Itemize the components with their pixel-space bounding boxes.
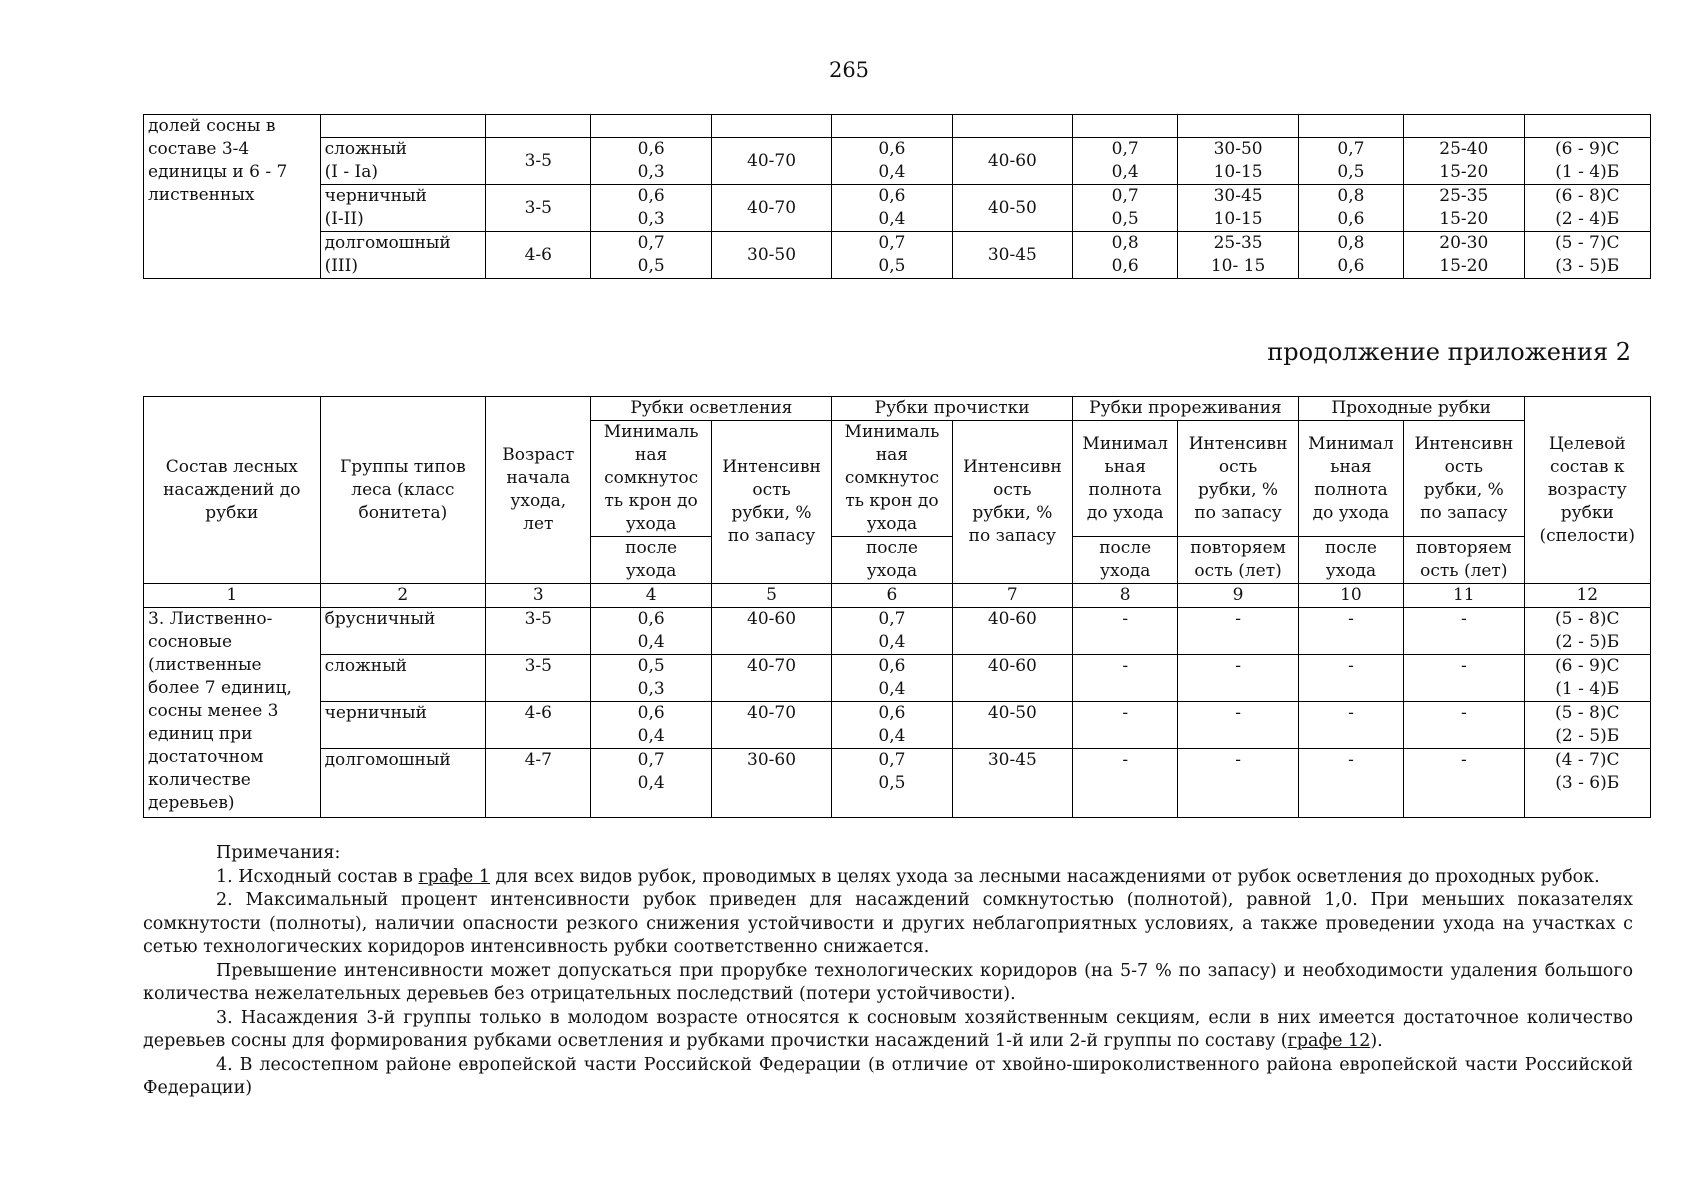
- cell: -: [1178, 655, 1298, 702]
- table-row: [144, 185, 1651, 232]
- cell-age: 4-6: [486, 702, 591, 749]
- col-number: 7: [952, 584, 1072, 608]
- note-2: 2. Максимальный процент интенсивности рубок приведен для насаждений сомкнутостью (полнотой), равной 1,0. При меньших показателях сомкнутости (полноты), наличии опасности резкого снижения устойчивости и других неблагоприятных условиях, а также проведении ухода на участках с сетью технологических коридоров интенсивность рубки соответственно снижается.: [143, 890, 1633, 957]
- cell: 0,6 0,4: [832, 702, 952, 749]
- main-table: [143, 396, 1651, 818]
- note-3-text-rest: ).: [1370, 1031, 1383, 1051]
- cell-group: сложный (I - Ia): [320, 138, 486, 185]
- cell: 0,8 0,6: [1298, 232, 1403, 279]
- table-row: [144, 749, 1651, 818]
- cell: (6 - 8)С (2 - 4)Б: [1524, 185, 1651, 232]
- cell: (5 - 7)С (3 - 5)Б: [1524, 232, 1651, 279]
- header-after: после ухода: [832, 537, 952, 584]
- cell: 30-60: [711, 749, 831, 818]
- table-row: [144, 655, 1651, 702]
- note-1-text-rest: для всех видов рубок, проводимых в целях ухода за лесными насаждениями от рубок осветления до проходных рубок.: [489, 866, 1600, 887]
- header-after: после ухода: [1073, 537, 1178, 584]
- cell: 30-50: [711, 232, 831, 279]
- cell: 0,8 0,6: [1073, 232, 1178, 279]
- header-min-density: Минимал ьная полнота до ухода: [1298, 421, 1403, 537]
- note-4: 4. В лесостепном районе европейской части Российской Федерации (в отличие от хвойно-широколиственного района европейской части Российской Федерации): [143, 1054, 1633, 1098]
- note-1-text: 1. Исходный состав в: [216, 866, 419, 887]
- column-numbers-row: [144, 584, 1651, 608]
- cell: -: [1073, 608, 1178, 655]
- cell: 25-35 10- 15: [1178, 232, 1298, 279]
- cell: -: [1298, 655, 1403, 702]
- col-number: 6: [832, 584, 952, 608]
- cell: 0,6 0,3: [591, 138, 711, 185]
- cell: 0,6 0,4: [832, 655, 952, 702]
- cell: -: [1178, 749, 1298, 818]
- cell: 40-50: [952, 702, 1072, 749]
- cell: -: [1404, 655, 1524, 702]
- header-start-age: Возраст начала ухода, лет: [486, 397, 591, 584]
- col-number: 11: [1404, 584, 1524, 608]
- cell: (4 - 7)С (3 - 6)Б: [1524, 749, 1650, 818]
- cell: 40-70: [711, 702, 831, 749]
- main-first-col: 3. Лиственно- сосновые (лиственные более 7 единиц, сосны менее 3 единиц при достаточном количестве деревьев): [144, 608, 321, 818]
- header-min-closure: Минималь ная сомкнутос ть крон до ухода: [591, 421, 711, 537]
- note-3-text: 3. Насаждения 3-й группы только в молодом возрасте относятся к сосновым хозяйственным секциям, если в них имеется достаточное количество деревьев сосны для формирования рубками осветления и рубками прочистки насаждений 1-й или 2-й группы по составу (: [143, 1007, 1633, 1051]
- continuation-title: продолжение приложения 2: [1267, 338, 1631, 366]
- cell: 40-70: [711, 138, 831, 185]
- cell: 0,6 0,4: [832, 138, 952, 185]
- cell: -: [1178, 608, 1298, 655]
- header-after: после ухода: [591, 537, 711, 584]
- cell: 0,7 0,5: [1073, 185, 1178, 232]
- cell-age: 3-5: [486, 185, 591, 232]
- cell: 40-50: [952, 185, 1072, 232]
- cell: -: [1298, 749, 1403, 818]
- cell: 25-35 15-20: [1404, 185, 1524, 232]
- cell-group: черничный: [320, 702, 486, 749]
- header-after: после ухода: [1298, 537, 1403, 584]
- cell: 0,7 0,5: [591, 232, 711, 279]
- header-min-density: Минимал ьная полнота до ухода: [1073, 421, 1178, 537]
- table-row: [144, 608, 1651, 655]
- cell: 0,8 0,6: [1298, 185, 1403, 232]
- cell: 40-70: [711, 185, 831, 232]
- cell-age: 3-5: [486, 608, 591, 655]
- cell: -: [1073, 702, 1178, 749]
- cell-group: сложный: [320, 655, 486, 702]
- cell: 25-40 15-20: [1404, 138, 1524, 185]
- cell: 40-70: [711, 655, 831, 702]
- header-intensity: Интенсивн ость рубки, % по запасу: [711, 421, 831, 584]
- header-repeat: повторяем ость (лет): [1404, 537, 1524, 584]
- table-row: [144, 138, 1651, 185]
- top-table: [143, 114, 1651, 279]
- cell: 0,5 0,3: [591, 655, 711, 702]
- cell-age: 4-6: [486, 232, 591, 279]
- header-thinning: Рубки прореживания: [1073, 397, 1299, 421]
- cell: 0,7 0,5: [832, 749, 952, 818]
- cell: 20-30 15-20: [1404, 232, 1524, 279]
- cell: -: [1404, 749, 1524, 818]
- cell: 0,6 0,3: [591, 185, 711, 232]
- cell: 0,6 0,4: [591, 608, 711, 655]
- cell-group: черничный (I-II): [320, 185, 486, 232]
- column-12-link[interactable]: графе 12: [1287, 1031, 1371, 1051]
- note-2b: Превышение интенсивности может допускаться при прорубке технологических коридоров (на 5-7 % по запасу) и необходимости удаления большого количества нежелательных деревьев без отрицательных последствий (потери устойчивости).: [143, 960, 1633, 1004]
- cell: 40-60: [711, 608, 831, 655]
- cell: -: [1404, 608, 1524, 655]
- header-intensity: Интенсивн ость рубки, % по запасу: [952, 421, 1072, 584]
- cell: -: [1178, 702, 1298, 749]
- cell: 40-60: [952, 608, 1072, 655]
- header-intensity: Интенсивн ость рубки, % по запасу: [1404, 421, 1524, 537]
- header-intensity: Интенсивн ость рубки, % по запасу: [1178, 421, 1298, 537]
- col-number: 5: [711, 584, 831, 608]
- cell: 30-45 10-15: [1178, 185, 1298, 232]
- header-forest-groups: Группы типов леса (класс бонитета): [320, 397, 486, 584]
- cell: 0,7 0,4: [1073, 138, 1178, 185]
- col-number: 8: [1073, 584, 1178, 608]
- cell-group: долгомошный: [320, 749, 486, 818]
- table-row: [144, 232, 1651, 279]
- col-number: 9: [1178, 584, 1298, 608]
- cell-age: 3-5: [486, 655, 591, 702]
- cell: (6 - 9)С (1 - 4)Б: [1524, 138, 1651, 185]
- header-min-closure: Минималь ная сомкнутос ть крон до ухода: [832, 421, 952, 537]
- cell: 30-50 10-15: [1178, 138, 1298, 185]
- cell: 30-45: [952, 749, 1072, 818]
- column-1-link[interactable]: графе 1: [418, 866, 490, 887]
- notes-heading: Примечания:: [216, 843, 341, 863]
- cell: 0,6 0,4: [591, 702, 711, 749]
- cell: (6 - 9)С (1 - 4)Б: [1524, 655, 1650, 702]
- cell: -: [1298, 608, 1403, 655]
- cell: -: [1073, 749, 1178, 818]
- cell: (5 - 8)С (2 - 5)Б: [1524, 702, 1650, 749]
- cell: -: [1404, 702, 1524, 749]
- header-composition: Состав лесных насаждений до рубки: [144, 397, 321, 584]
- cell: 0,7 0,4: [591, 749, 711, 818]
- header-clearing: Рубки осветления: [591, 397, 832, 421]
- cell-age: 4-7: [486, 749, 591, 818]
- note-1: [143, 866, 1633, 890]
- cell: 0,6 0,4: [832, 185, 952, 232]
- cell: 40-60: [952, 138, 1072, 185]
- cell: -: [1298, 702, 1403, 749]
- col-number: 12: [1524, 584, 1650, 608]
- cell-group: брусничный: [320, 608, 486, 655]
- col-number: 3: [486, 584, 591, 608]
- cell: 40-60: [952, 655, 1072, 702]
- header-target: Целевой состав к возрасту рубки (спелости): [1524, 397, 1650, 584]
- col-number: 10: [1298, 584, 1403, 608]
- cell: -: [1073, 655, 1178, 702]
- cell: 0,7 0,5: [1298, 138, 1403, 185]
- cell-group: долгомошный (III): [320, 232, 486, 279]
- notes-section: [143, 842, 1633, 1101]
- header-cleaning: Рубки прочистки: [832, 397, 1073, 421]
- table-row: [144, 702, 1651, 749]
- col-number: 4: [591, 584, 711, 608]
- cell: (5 - 8)С (2 - 5)Б: [1524, 608, 1650, 655]
- cell: 30-45: [952, 232, 1072, 279]
- col-number: 2: [320, 584, 486, 608]
- header-repeat: повторяем ость (лет): [1178, 537, 1298, 584]
- page-number: 265: [828, 58, 870, 82]
- cell-age: 3-5: [486, 138, 591, 185]
- top-first-col: долей сосны в составе 3-4 единицы и 6 - 7 лиственных: [144, 115, 321, 279]
- cell: 0,7 0,5: [832, 232, 952, 279]
- header-passage: Проходные рубки: [1298, 397, 1524, 421]
- cell: 0,7 0,4: [832, 608, 952, 655]
- note-3: [143, 1007, 1633, 1054]
- col-number: 1: [144, 584, 321, 608]
